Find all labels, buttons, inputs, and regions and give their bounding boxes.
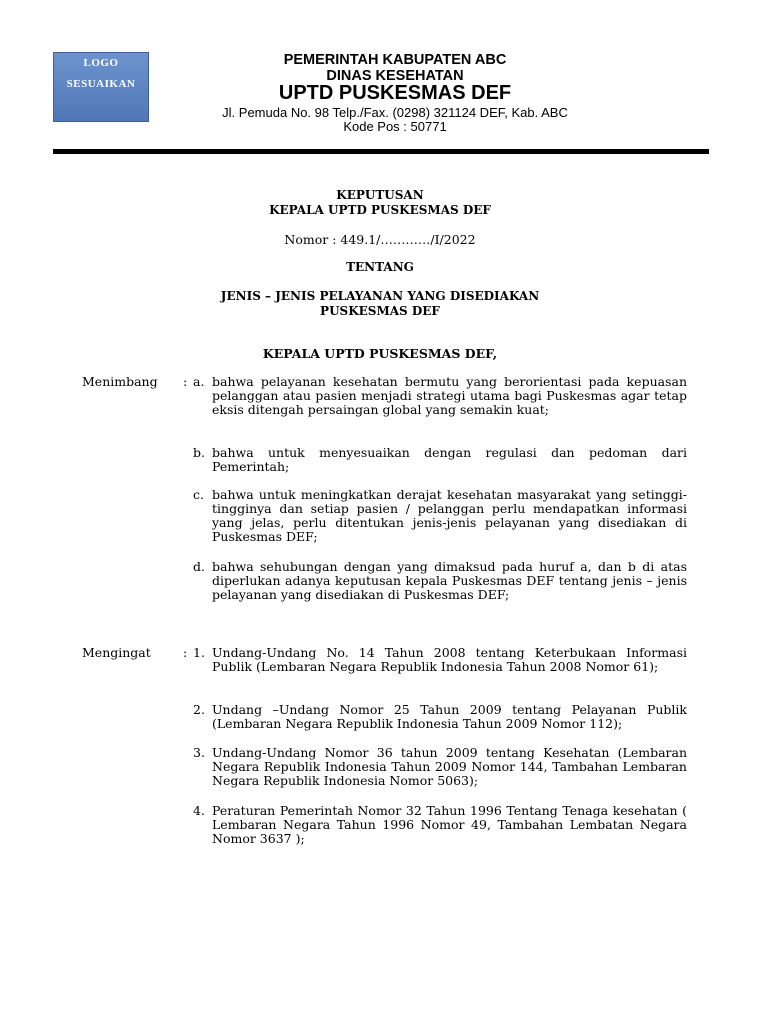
doc-issuer: KEPALA UPTD PUSKESMAS DEF (269, 203, 491, 217)
item-marker: 2. (193, 702, 205, 717)
subject-line-1: JENIS – JENIS PELAYANAN YANG DISEDIAKAN (220, 289, 540, 303)
item-text: bahwa sehubungan dengan yang dimaksud pada huruf a, dan b di atas diperlukan adanya keputusan kepala Puskesmas DEF tentang jenis – jenis pelayanan yang disediakan di Puskesmas DEF; (212, 559, 687, 602)
item-text: Undang-Undang No. 14 Tahun 2008 tentang Keterbukaan Informasi Publik (Lembaran Negara Republik Indonesia Tahun 2008 Nomor 61); (212, 645, 687, 674)
item-marker: b. (193, 445, 205, 460)
item-marker: 4. (193, 803, 205, 818)
menimbang-item-c (193, 488, 687, 544)
doc-type: KEPUTUSAN (336, 188, 424, 202)
institution-name: UPTD PUSKESMAS DEF (278, 82, 512, 104)
item-marker: a. (193, 374, 205, 389)
subject-line-2: PUSKESMAS DEF (320, 304, 440, 318)
mengingat-item-1 (193, 646, 687, 674)
mengingat-item-4 (193, 804, 687, 846)
item-text: bahwa pelayanan kesehatan bermutu yang berorientasi pada kepuasan pelanggan atau pasien menjadi strategi utama bagi Puskesmas agar tetap eksis ditengah persaingan global yang semakin kuat; (212, 374, 687, 417)
official-title: KEPALA UPTD PUSKESMAS DEF, (262, 346, 498, 361)
logo-subtext: SESUAIKAN (66, 78, 136, 90)
mengingat-item-3 (193, 746, 687, 788)
menimbang-item-b (193, 446, 687, 474)
mengingat-label: Mengingat (82, 645, 151, 660)
item-marker: c. (193, 487, 204, 502)
menimbang-item-a (193, 375, 687, 417)
item-text: bahwa untuk menyesuaikan dengan regulasi dan pedoman dari Pemerintah; (212, 445, 687, 474)
item-marker: d. (193, 559, 205, 574)
postal-code: Kode Pos : 50771 (343, 119, 447, 134)
item-text: Undang-Undang Nomor 36 tahun 2009 tentang Kesehatan (Lembaran Negara Republik Indonesia Tahun 2009 Nomor 144, Tambahan Lembaran Negara Republik Indonesia Nomor 5063); (212, 745, 687, 788)
menimbang-colon: : (183, 374, 188, 389)
address: Jl. Pemuda No. 98 Telp./Fax. (0298) 321124 DEF, Kab. ABC (222, 105, 568, 120)
mengingat-item-2 (193, 703, 687, 731)
item-marker: 1. (193, 645, 205, 660)
item-marker: 3. (193, 745, 205, 760)
logo-placeholder (53, 52, 149, 122)
letterhead-divider (53, 149, 709, 154)
item-text: Undang –Undang Nomor 25 Tahun 2009 tentang Pelayanan Publik (Lembaran Negara Republik Indonesia Tahun 2009 Nomor 112); (212, 702, 687, 731)
tentang-heading: TENTANG (346, 260, 414, 274)
menimbang-item-d (193, 560, 687, 602)
government-name: PEMERINTAH KABUPATEN ABC (283, 52, 507, 68)
menimbang-label: Menimbang (82, 374, 158, 389)
item-text: bahwa untuk meningkatkan derajat kesehatan masyarakat yang setinggi-tingginya dan setiap pasien / pelanggan perlu mendapatkan informasi yang jelas, perlu ditentukan jenis-jenis pelayanan yang disediakan di Puskesmas DEF; (212, 487, 687, 544)
mengingat-colon: : (183, 645, 188, 660)
logo-text: LOGO (83, 57, 119, 69)
doc-number: Nomor : 449.1/…………/I/2022 (284, 232, 476, 247)
item-text: Peraturan Pemerintah Nomor 32 Tahun 1996 Tentang Tenaga kesehatan ( Lembaran Negara Tahun 1996 Nomor 49, Tambahan Lembatan Negara Nomor 3637 ); (212, 803, 687, 846)
agency-name: DINAS KESEHATAN (326, 68, 464, 84)
